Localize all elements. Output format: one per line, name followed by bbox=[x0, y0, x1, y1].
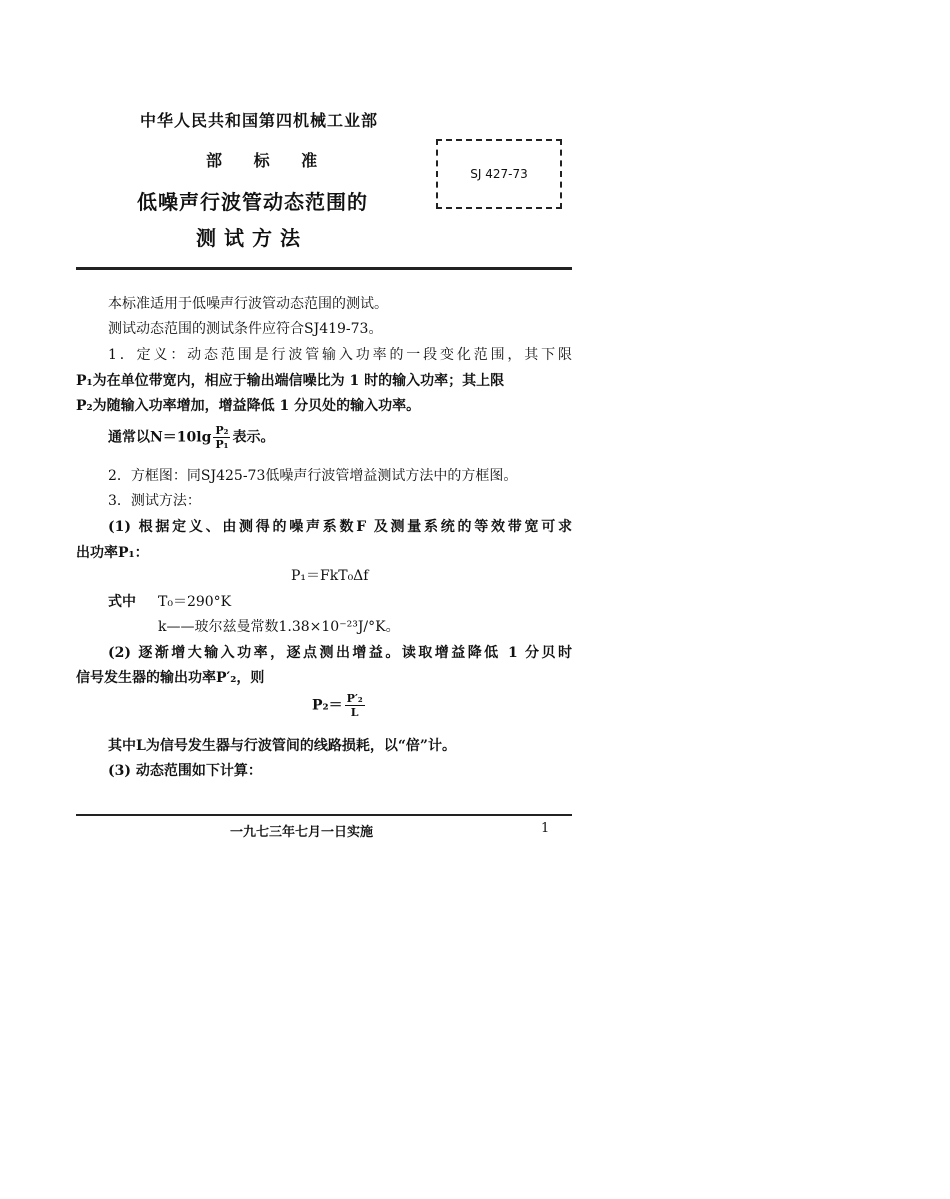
formula-n bbox=[108, 424, 274, 451]
ministry-name: 中华人民共和国第四机械工业部 bbox=[140, 111, 379, 130]
section-test-method: 3．测试方法： bbox=[108, 493, 201, 509]
formula-p1: P₁＝FkT₀Δf bbox=[291, 568, 369, 584]
intro-scope: 本标准适用于低噪声行波管动态范围的测试。 bbox=[108, 296, 388, 312]
standard-type: 部 标 准 bbox=[206, 151, 320, 170]
section-block-diagram: 2．方框图：同SJ425-73低噪声行波管增益测试方法中的方框图。 bbox=[108, 468, 518, 484]
standard-code-box bbox=[436, 139, 562, 209]
page-number: 1 bbox=[541, 821, 550, 836]
formula-p2-fraction bbox=[345, 692, 365, 719]
formula-p2 bbox=[312, 692, 367, 719]
formula-p2-lhs: P₂＝ bbox=[312, 697, 343, 714]
formula-n-suffix: 表示。 bbox=[232, 429, 275, 446]
where-label: 式中 bbox=[108, 594, 136, 610]
formula-n-fraction bbox=[213, 424, 230, 451]
where-k: k——玻尔兹曼常数1.38×10⁻²³J/°K。 bbox=[158, 619, 400, 635]
formula-n-denominator: P₁ bbox=[215, 438, 229, 451]
method-3: (3) 动态范围如下计算： bbox=[108, 763, 262, 779]
effective-date: 一九七三年七月一日实施 bbox=[230, 825, 374, 840]
header-divider bbox=[76, 267, 572, 270]
definition-line1: 1．定义：动态范围是行波管输入功率的一段变化范围，其下限 bbox=[108, 347, 572, 363]
intro-conditions: 测试动态范围的测试条件应符合SJ419-73。 bbox=[108, 321, 383, 337]
formula-n-numerator: P₂ bbox=[215, 424, 229, 437]
document-title-line1: 低噪声行波管动态范围的 bbox=[137, 190, 368, 214]
formula-p2-denominator: L bbox=[350, 706, 359, 719]
method-1-line2: 出功率P₁： bbox=[76, 545, 149, 561]
where-t0: T₀＝290°K bbox=[158, 594, 232, 610]
formula-n-prefix: 通常以N＝10lg bbox=[108, 429, 212, 446]
standard-code: SJ 427-73 bbox=[470, 167, 528, 181]
formula-p2-numerator: P′₂ bbox=[346, 692, 363, 705]
method-1-line1: (1) 根据定义、由测得的噪声系数F 及测量系统的等效带宽可求 bbox=[108, 519, 572, 535]
method-2-line1: (2) 逐渐增大输入功率，逐点测出增益。读取增益降低 1 分贝时 bbox=[108, 645, 572, 661]
loss-note: 其中L为信号发生器与行波管间的线路损耗，以“倍”计。 bbox=[108, 738, 456, 754]
footer-divider bbox=[76, 814, 572, 816]
document-title-line2: 测试方法 bbox=[196, 226, 308, 250]
method-2-line2: 信号发生器的输出功率P′₂，则 bbox=[76, 670, 265, 686]
definition-line2: P₁为在单位带宽内，相应于输出端信噪比为 1 时的输入功率；其上限 bbox=[76, 373, 505, 389]
definition-line3: P₂为随输入功率增加，增益降低 1 分贝处的输入功率。 bbox=[76, 398, 421, 414]
